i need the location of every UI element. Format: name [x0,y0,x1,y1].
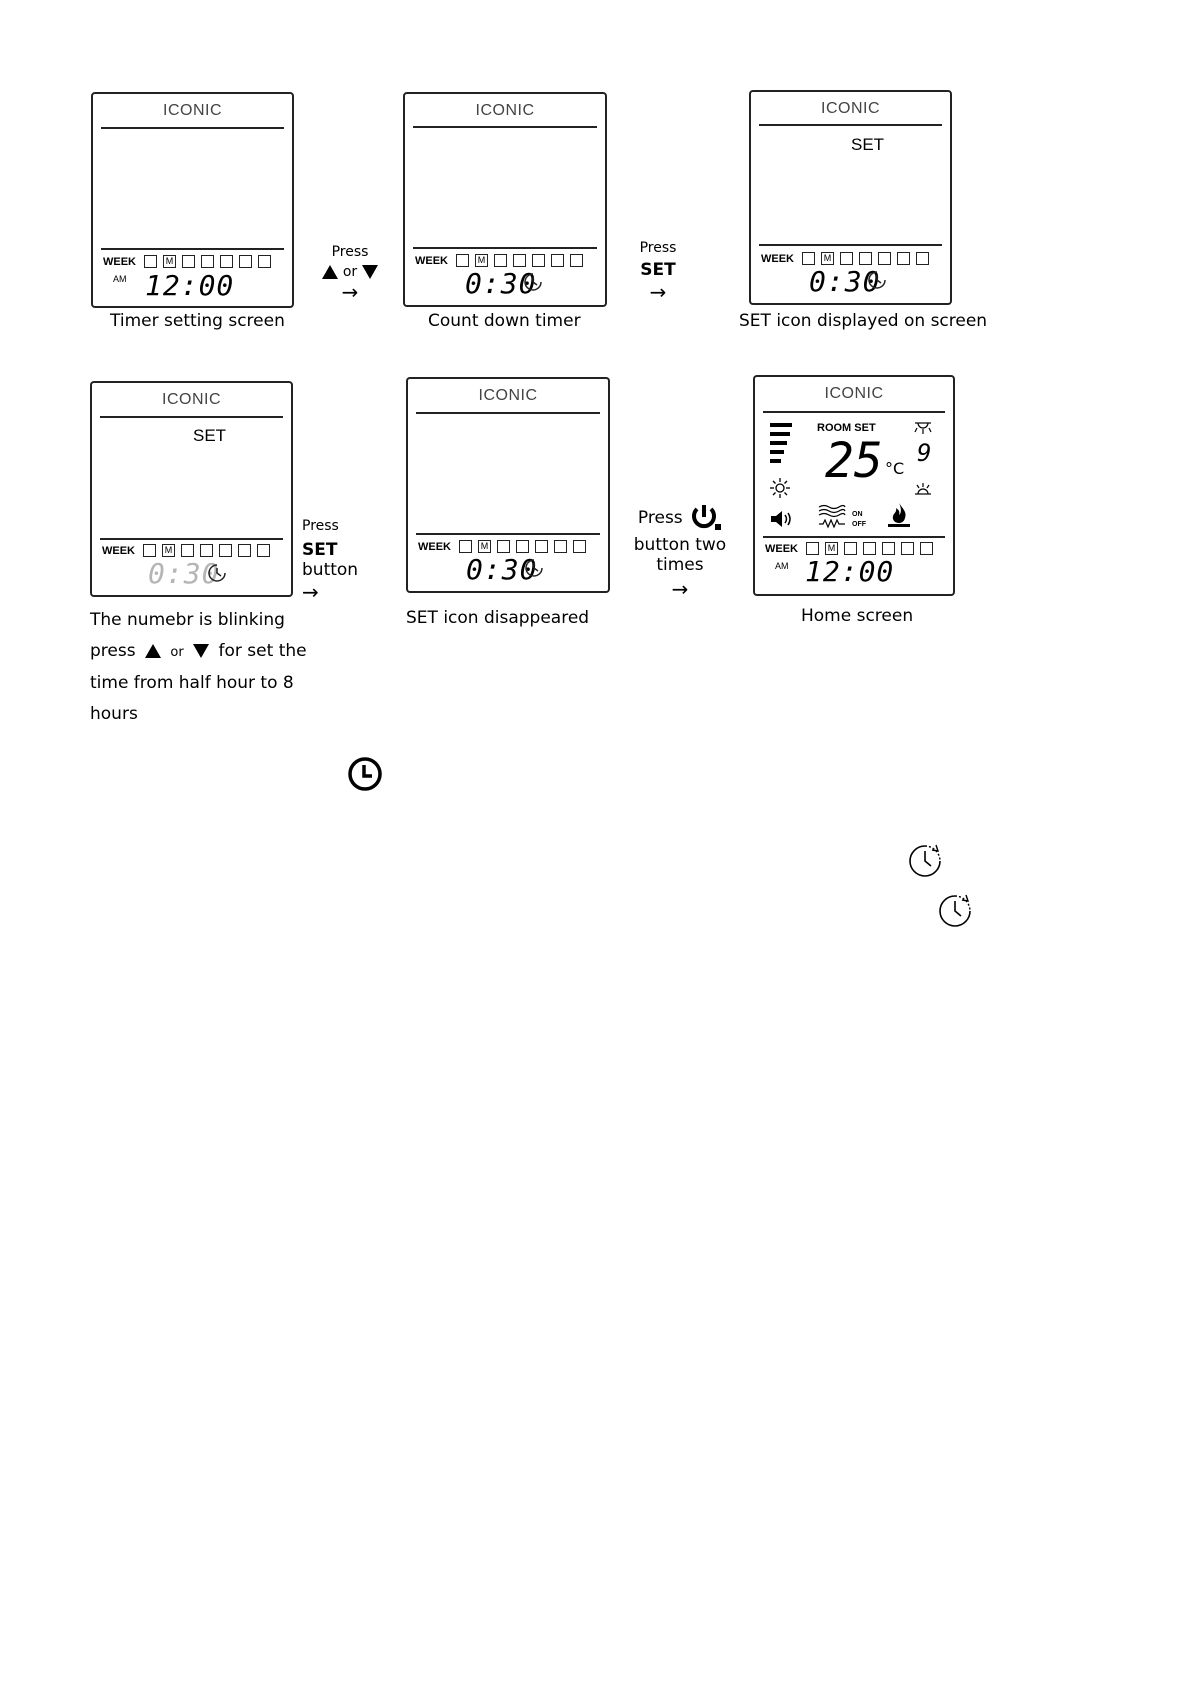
week-row [102,544,270,557]
power-lock-icon [688,503,722,533]
flame-icon [885,501,913,529]
day-box [494,254,507,267]
day-box [219,544,232,557]
week-label: WEEK [761,252,794,265]
blinking-instructions [90,605,320,730]
next-arrow: → [302,580,319,604]
step-press-up-down [315,244,385,304]
day-box [513,254,526,267]
step-press-set [632,240,684,304]
day-box [882,542,895,555]
day-box [238,544,251,557]
day-box-current: M [162,544,175,557]
day-box [840,252,853,265]
set-displayed-screen [749,90,952,305]
bottom-divider [100,538,283,540]
set-disappeared-screen [406,377,610,593]
day-box [144,255,157,268]
top-divider [763,411,945,413]
brand-logo: ICONIC [478,387,538,404]
week-row [761,252,929,265]
timer-icon-large [905,842,945,880]
day-box [258,255,271,268]
room-set-label: ROOM SET [817,422,876,434]
week-row [103,255,271,268]
press-label: Press [637,508,683,528]
sunrise-icon [913,482,933,496]
speaker-icon [769,509,793,529]
set-icon: SET [193,426,227,445]
home-screen [753,375,955,596]
top-divider [413,126,597,128]
set-button-label: SET [640,260,676,280]
day-box [551,254,564,267]
down-arrow-icon [362,265,378,279]
day-box [916,252,929,265]
week-row [765,542,933,555]
temp-unit: °C [885,459,905,478]
on-label: ON [852,511,863,518]
countdown-display: 0:30 [466,553,538,586]
button-label: button [302,560,359,580]
day-box [456,254,469,267]
press-label: Press [302,518,339,534]
on-off-indicator [852,510,866,530]
or-word: or [170,645,184,660]
caption-timer-setting: Timer setting screen [110,311,285,331]
day-box [459,540,472,553]
press-word: press [90,641,136,661]
caption-set-disappeared: SET icon disappeared [406,608,590,628]
time-display: 12:00 [145,269,235,302]
step-press-set-button [302,518,398,604]
day-box [201,255,214,268]
am-indicator: AM [775,561,789,571]
time-display: 12:00 [805,555,895,588]
day-box [181,544,194,557]
week-label: WEEK [103,255,136,268]
day-box [239,255,252,268]
set-icon: SET [851,135,885,154]
day-box [844,542,857,555]
brand-logo: ICONIC [824,385,884,402]
day-box [220,255,233,268]
blinking-screen [90,381,293,597]
week-row [415,254,583,267]
brand-logo: ICONIC [475,102,535,119]
day-box [532,254,545,267]
brand-logo: ICONIC [163,102,222,119]
heater-icon [817,503,847,529]
timer-icon [207,563,227,583]
day-box [901,542,914,555]
sun-icon [769,477,791,499]
or-label: or [342,264,358,280]
am-indicator: AM [113,274,127,284]
caption-count-down: Count down timer [428,311,581,331]
instruction-line-4: hours [90,704,138,724]
day-box [554,540,567,553]
day-box-current: M [821,252,834,265]
timer-icon-large [935,892,975,930]
next-arrow: → [341,280,359,304]
blinking-countdown-display: 0:30 [148,557,220,590]
week-label: WEEK [418,540,451,553]
day-box [859,252,872,265]
bottom-divider [101,248,284,250]
week-label: WEEK [415,254,448,267]
brand-logo: ICONIC [821,100,880,117]
step-press-power-twice [609,503,751,601]
day-box [878,252,891,265]
countdown-display: 0:30 [465,267,537,300]
day-box [863,542,876,555]
timer-icon [523,272,543,292]
day-box [897,252,910,265]
day-box [200,544,213,557]
set-button-label: SET [302,540,338,560]
day-box [802,252,815,265]
sunset-icon [913,421,933,435]
next-arrow: → [671,577,689,601]
day-box [570,254,583,267]
up-arrow-icon [322,265,338,279]
timer-setting-screen [91,92,294,308]
press-label: Press [639,240,677,256]
week-row [418,540,586,553]
level-bars-icon [770,423,792,463]
day-box [573,540,586,553]
clock-icon [347,756,383,792]
day-box [920,542,933,555]
timer-icon [524,558,544,578]
bottom-divider [413,247,597,249]
up-arrow-icon [145,644,161,658]
for-set-the-text: for set the [218,641,307,661]
week-label: WEEK [765,542,798,555]
instruction-line-2 [90,636,320,668]
temperature-display: 25 [825,433,883,489]
caption-set-displayed: SET icon displayed on screen [739,311,988,331]
week-label: WEEK [102,544,135,557]
bottom-divider [763,536,945,538]
day-box [516,540,529,553]
top-divider [759,124,942,126]
top-divider [101,127,284,129]
day-box-current: M [163,255,176,268]
day-box [182,255,195,268]
day-box-current: M [825,542,838,555]
down-arrow-icon [193,644,209,658]
brand-logo: ICONIC [162,391,221,408]
day-box [257,544,270,557]
day-box [806,542,819,555]
press-label: Press [331,244,369,260]
day-box [143,544,156,557]
instruction-line-1: The numebr is blinking [90,610,285,630]
bottom-divider [759,244,942,246]
top-divider [100,416,283,418]
fan-level-display: 9 [917,439,932,467]
day-box [497,540,510,553]
day-box-current: M [478,540,491,553]
day-box [535,540,548,553]
next-arrow: → [649,280,667,304]
count-down-screen [403,92,607,307]
timer-icon [867,270,887,290]
instruction-line-3: time from half hour to 8 [90,673,294,693]
countdown-display: 0:30 [809,265,881,298]
off-label: OFF [852,521,866,528]
top-divider [416,412,600,414]
day-box-current: M [475,254,488,267]
caption-home-screen: Home screen [801,606,914,626]
button-two-times-label: button two times [633,535,727,575]
bottom-divider [416,533,600,535]
